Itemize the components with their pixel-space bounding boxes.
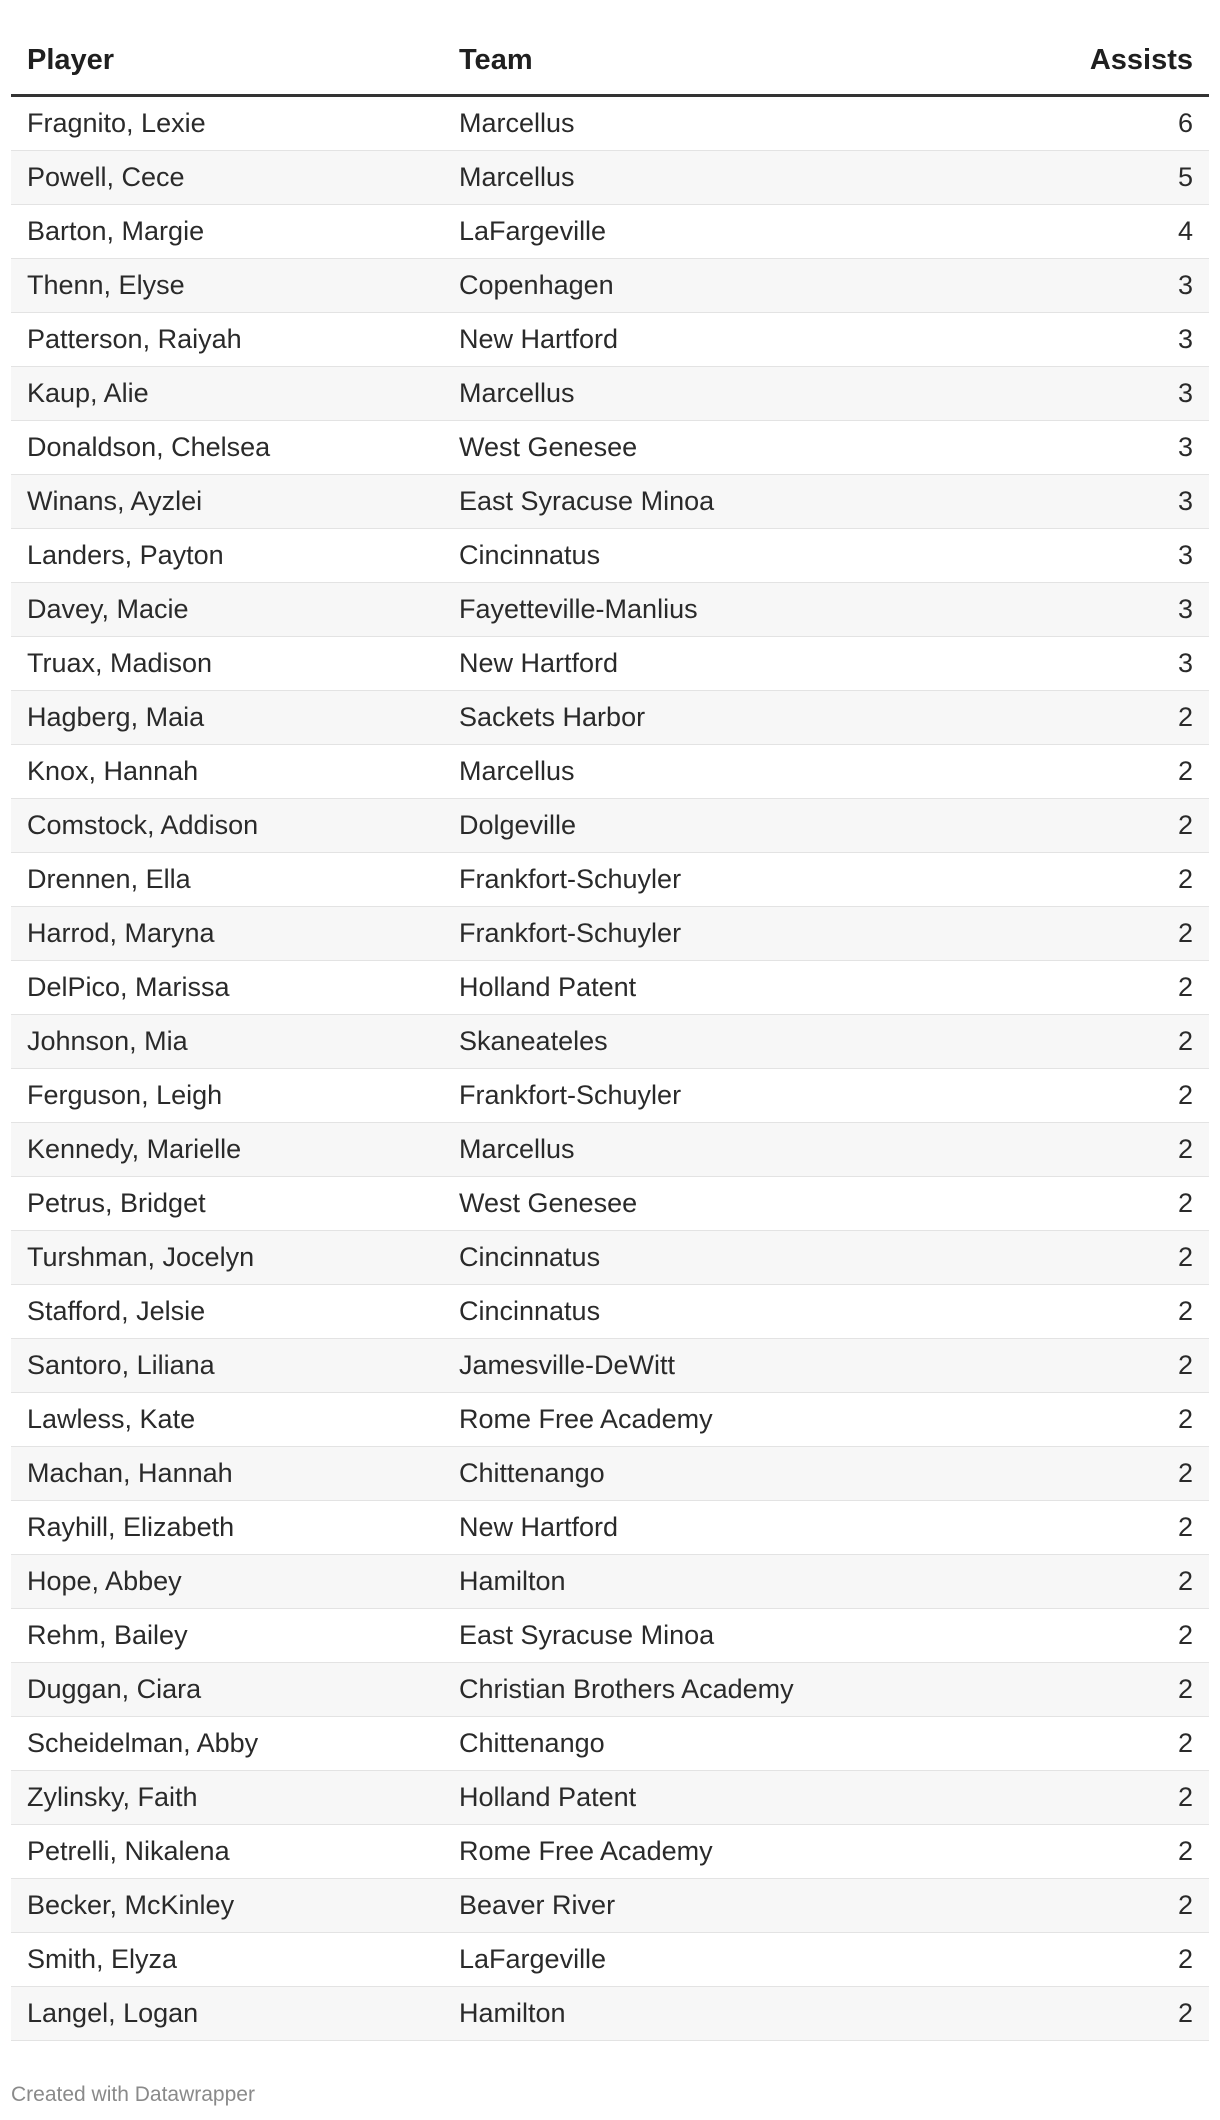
cell-player: Smith, Elyza — [27, 1944, 178, 1974]
cell-team: New Hartford — [459, 1512, 619, 1542]
cell-assists: 2 — [1177, 1026, 1193, 1056]
table-row — [11, 1663, 1209, 1717]
cell-team: Hamilton — [459, 1998, 566, 2028]
cell-team: Copenhagen — [459, 270, 614, 300]
table-row — [11, 313, 1209, 367]
cell-player: Petrelli, Nikalena — [27, 1836, 230, 1866]
cell-assists: 2 — [1177, 756, 1193, 786]
cell-team: Frankfort-Schuyler — [459, 1080, 682, 1110]
cell-player: Landers, Payton — [27, 540, 224, 570]
cell-team: New Hartford — [459, 648, 619, 678]
cell-assists: 2 — [1177, 1944, 1193, 1974]
cell-team: LaFargeville — [459, 1944, 607, 1974]
cell-player: Donaldson, Chelsea — [27, 432, 271, 462]
cell-player: Machan, Hannah — [27, 1458, 233, 1488]
header-team[interactable]: Team — [459, 43, 533, 76]
cell-team: Cincinnatus — [459, 1242, 601, 1272]
cell-assists: 5 — [1177, 162, 1193, 192]
table-row — [11, 691, 1209, 745]
cell-assists: 2 — [1177, 1728, 1193, 1758]
cell-team: Marcellus — [459, 756, 575, 786]
cell-assists: 3 — [1177, 486, 1193, 516]
cell-assists: 2 — [1177, 1620, 1193, 1650]
cell-team: East Syracuse Minoa — [459, 486, 715, 516]
cell-team: West Genesee — [459, 1188, 638, 1218]
cell-team: Cincinnatus — [459, 1296, 601, 1326]
cell-player: Powell, Cece — [27, 162, 185, 192]
cell-player: Truax, Madison — [27, 648, 213, 678]
cell-team: Sackets Harbor — [459, 702, 646, 732]
cell-team: Christian Brothers Academy — [459, 1674, 794, 1704]
table-row — [11, 1393, 1209, 1447]
cell-player: Ferguson, Leigh — [27, 1080, 223, 1110]
table-row — [11, 1177, 1209, 1231]
cell-team: Chittenango — [459, 1728, 605, 1758]
cell-team: Chittenango — [459, 1458, 605, 1488]
table-row — [11, 475, 1209, 529]
cell-team: Frankfort-Schuyler — [459, 864, 682, 894]
table-row — [11, 97, 1209, 151]
cell-team: Marcellus — [459, 162, 575, 192]
cell-player: Scheidelman, Abby — [27, 1728, 259, 1758]
table-row — [11, 205, 1209, 259]
cell-team: East Syracuse Minoa — [459, 1620, 715, 1650]
cell-team: LaFargeville — [459, 216, 607, 246]
cell-team: Skaneateles — [459, 1026, 608, 1056]
cell-assists: 3 — [1177, 324, 1193, 354]
cell-player: Kennedy, Marielle — [27, 1134, 242, 1164]
cell-player: Comstock, Addison — [27, 810, 259, 840]
cell-player: Duggan, Ciara — [27, 1674, 202, 1704]
table-row — [11, 1717, 1209, 1771]
cell-assists: 2 — [1177, 1458, 1193, 1488]
table-row — [11, 745, 1209, 799]
cell-assists: 3 — [1177, 648, 1193, 678]
cell-assists: 2 — [1177, 1836, 1193, 1866]
cell-assists: 2 — [1177, 1242, 1193, 1272]
cell-player: Santoro, Liliana — [27, 1350, 215, 1380]
cell-player: Harrod, Maryna — [27, 918, 215, 948]
table-row — [11, 1501, 1209, 1555]
cell-assists: 3 — [1177, 594, 1193, 624]
cell-assists: 2 — [1177, 1512, 1193, 1542]
cell-player: Drennen, Ella — [27, 864, 191, 894]
cell-player: Winans, Ayzlei — [27, 486, 203, 516]
table-row — [11, 1771, 1209, 1825]
table-row — [11, 1447, 1209, 1501]
cell-team: Frankfort-Schuyler — [459, 918, 682, 948]
cell-player: Barton, Margie — [27, 216, 205, 246]
cell-player: Thenn, Elyse — [27, 270, 185, 300]
table-row — [11, 1555, 1209, 1609]
table-row — [11, 799, 1209, 853]
cell-assists: 2 — [1177, 1350, 1193, 1380]
cell-assists: 2 — [1177, 810, 1193, 840]
table-row — [11, 1123, 1209, 1177]
table-row — [11, 367, 1209, 421]
cell-assists: 2 — [1177, 1674, 1193, 1704]
table-row — [11, 961, 1209, 1015]
table-row — [11, 1015, 1209, 1069]
cell-player: Petrus, Bridget — [27, 1188, 206, 1218]
cell-assists: 2 — [1177, 1404, 1193, 1434]
cell-player: DelPico, Marissa — [27, 972, 230, 1002]
table-row — [11, 1933, 1209, 1987]
cell-player: Knox, Hannah — [27, 756, 199, 786]
cell-player: Turshman, Jocelyn — [27, 1242, 255, 1272]
cell-team: Marcellus — [459, 1134, 575, 1164]
table-row — [11, 151, 1209, 205]
cell-team: Jamesville-DeWitt — [459, 1350, 676, 1380]
cell-team: Rome Free Academy — [459, 1836, 713, 1866]
cell-team: New Hartford — [459, 324, 619, 354]
cell-team: Dolgeville — [459, 810, 577, 840]
table-row — [11, 1825, 1209, 1879]
table-row — [11, 1987, 1209, 2041]
cell-assists: 2 — [1177, 1080, 1193, 1110]
cell-player: Rehm, Bailey — [27, 1620, 188, 1650]
cell-team: Cincinnatus — [459, 540, 601, 570]
table-row — [11, 1609, 1209, 1663]
table-row — [11, 853, 1209, 907]
cell-assists: 2 — [1177, 1134, 1193, 1164]
cell-assists: 2 — [1177, 1566, 1193, 1596]
cell-team: Holland Patent — [459, 972, 637, 1002]
cell-assists: 2 — [1177, 1890, 1193, 1920]
header-player[interactable]: Player — [27, 43, 115, 76]
table-header — [11, 26, 1209, 97]
cell-player: Hope, Abbey — [27, 1566, 182, 1596]
cell-player: Rayhill, Elizabeth — [27, 1512, 235, 1542]
cell-team: Beaver River — [459, 1890, 616, 1920]
cell-team: Marcellus — [459, 108, 575, 138]
cell-player: Kaup, Alie — [27, 378, 149, 408]
cell-player: Davey, Macie — [27, 594, 189, 624]
cell-assists: 2 — [1177, 1998, 1193, 2028]
cell-assists: 4 — [1177, 216, 1193, 246]
table-row — [11, 1285, 1209, 1339]
cell-assists: 2 — [1177, 918, 1193, 948]
cell-team: Hamilton — [459, 1566, 566, 1596]
cell-assists: 3 — [1177, 378, 1193, 408]
table-row — [11, 637, 1209, 691]
table-row — [11, 1339, 1209, 1393]
cell-team: Holland Patent — [459, 1782, 637, 1812]
table-row — [11, 421, 1209, 475]
table-row — [11, 1879, 1209, 1933]
footer-credit[interactable]: Created with Datawrapper — [11, 2083, 255, 2106]
table-row — [11, 529, 1209, 583]
cell-player: Johnson, Mia — [27, 1026, 188, 1056]
assists-table — [11, 26, 1209, 2041]
cell-player: Fragnito, Lexie — [27, 108, 206, 138]
cell-player: Langel, Logan — [27, 1998, 199, 2028]
header-assists[interactable]: Assists — [1089, 43, 1193, 76]
cell-player: Stafford, Jelsie — [27, 1296, 206, 1326]
cell-assists: 2 — [1177, 1782, 1193, 1812]
cell-assists: 2 — [1177, 864, 1193, 894]
cell-assists: 2 — [1177, 1296, 1193, 1326]
table-row — [11, 583, 1209, 637]
cell-team: Rome Free Academy — [459, 1404, 713, 1434]
cell-assists: 3 — [1177, 540, 1193, 570]
cell-player: Zylinsky, Faith — [27, 1782, 198, 1812]
cell-player: Patterson, Raiyah — [27, 324, 242, 354]
table-row — [11, 259, 1209, 313]
cell-team: Fayetteville-Manlius — [459, 594, 698, 624]
cell-team: West Genesee — [459, 432, 638, 462]
cell-assists: 3 — [1177, 432, 1193, 462]
table-body — [11, 97, 1209, 2041]
cell-assists: 2 — [1177, 1188, 1193, 1218]
table-row — [11, 1231, 1209, 1285]
table-row — [11, 907, 1209, 961]
cell-player: Becker, McKinley — [27, 1890, 235, 1920]
cell-assists: 6 — [1177, 108, 1193, 138]
cell-player: Lawless, Kate — [27, 1404, 196, 1434]
cell-assists: 2 — [1177, 972, 1193, 1002]
cell-player: Hagberg, Maia — [27, 702, 205, 732]
table-row — [11, 1069, 1209, 1123]
cell-assists: 2 — [1177, 702, 1193, 732]
cell-assists: 3 — [1177, 270, 1193, 300]
cell-team: Marcellus — [459, 378, 575, 408]
